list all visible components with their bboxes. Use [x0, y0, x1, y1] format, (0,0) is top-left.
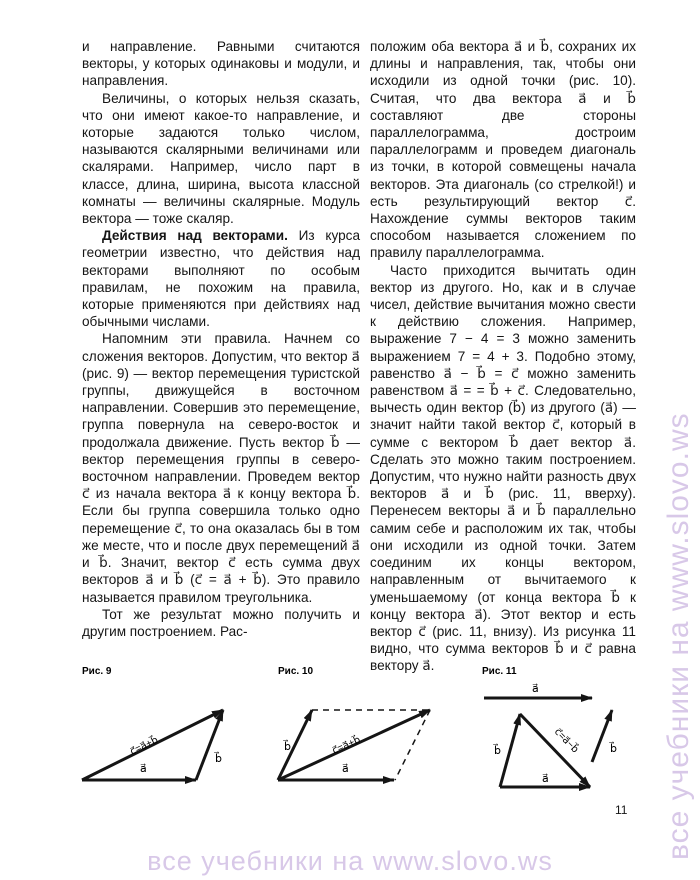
vector-b-bottom-label: b⃗ — [494, 745, 501, 757]
paragraph-text: Из курса геометрии известно, что действия над векторами выполняют по особым правилам, не похожим на правила, которые применяются при действиях над обычными числами. — [82, 228, 360, 330]
vector-c-arrow — [520, 714, 590, 787]
section-heading: Действия над векторами. — [102, 228, 288, 244]
figure-caption: Рис. 11 — [482, 666, 517, 677]
text-column-right — [370, 38, 636, 675]
figure-11 — [480, 662, 640, 802]
figure-caption: Рис. 10 — [278, 666, 314, 677]
vector-b-bottom-arrow — [500, 714, 520, 787]
vector-b-label: b⃗ — [284, 741, 291, 753]
parallelogram-right-edge — [395, 710, 430, 780]
paragraph: Часто приходится вычитать один вектор из другого. Но, как и в случае чисел, действие вычитания можно свести к действию сложения. Например, выражение 7 − 4 = 3 можно заменить выражением 7 = 4 + 3. Подобно этому, равенство a⃗ − b⃗ = c⃗ можно заменить равенством a⃗ = = b⃗ + c⃗. Следовательно, вычесть один вектор (b⃗) из другого (a⃗) — значит найти такой вектор c⃗, который в сумме с вектором b⃗ дает вектор a⃗. Сделать это можно таким построением. Допустим, что нужно найти разность двух векторов a⃗ и b⃗ (рис. 11, вверху). Перенесем векторы a⃗ и b⃗ параллельно самим себе и расположим их так, чтобы они исходили из одной точки. Затем соединим их концы вектором, направленным от вычитаемого к уменьшаемому (от конца вектора b⃗ к концу вектора a⃗). Этот вектор и есть вектор c⃗ (рис. 11, внизу). Из рисунка 11 видно, что сумма векторов b⃗ и c⃗ равна вектору a⃗. — [370, 262, 636, 674]
paragraph: положим оба вектора a⃗ и b⃗, сохраних их длины и направления, так, чтобы они исходили из одной точки (рис. 10). Считая, что два вектора a⃗ и b⃗ составляют две стороны параллелограмма, достроим параллелограмм и проведем диагональ из точки, в которой совмещены начала векторов. Эта диагональ (со стрелкой!) и есть результирующий вектор c⃗. Нахождение суммы векторов таким способом называется сложением по правилу параллелограмма. — [370, 39, 636, 261]
page-number: 11 — [615, 803, 628, 817]
paragraph — [82, 227, 360, 330]
figure-caption: Рис. 9 — [82, 666, 112, 677]
vector-c-label: c⃗=a⃗−b⃗ — [551, 726, 581, 756]
vector-a-label: a⃗ — [140, 763, 147, 775]
paragraph: Напомним эти правила. Начнем со сложения векторов. Допустим, что вектор a⃗ (рис. 9) — вектор перемещения туристской группы, движущейся в восточном направлении. Совершив это перемещение, группа повернула на северо-восток и продолжала движение. Пусть вектор b⃗ — вектор перемещения группы в северо-восточном направлении. Проведем вектор c⃗ из начала вектора a⃗ к концу вектора b⃗. Если бы группа совершила только одно перемещение c⃗, то она оказалась бы в том же месте, что и после двух перемещений a⃗ и b⃗. Значит, вектор c⃗ есть сумма двух векторов a⃗ и b⃗ (c⃗ = a⃗ + b⃗). Это правило называется правилом треугольника. — [82, 331, 360, 605]
text-column-left — [82, 38, 360, 640]
vector-b-label: b⃗ — [215, 753, 222, 765]
paragraph: и направление. Равными считаются векторы, у которых одинаковы и модули, и направления. — [82, 39, 360, 89]
vector-a-top-label: a⃗ — [532, 683, 539, 695]
vector-b-top-label: b⃗ — [610, 743, 617, 755]
vector-a-label: a⃗ — [342, 763, 349, 775]
figure-10 — [270, 662, 460, 792]
watermark-bottom: все учебники на www.slovo.ws — [147, 846, 553, 876]
vector-c-label: c⃗=a⃗+b⃗ — [330, 734, 363, 757]
figure-9 — [78, 662, 268, 792]
paragraph: Тот же результат можно получить и другим построением. Рас- — [82, 606, 360, 639]
vector-a-bottom-label: a⃗ — [542, 773, 549, 785]
paragraph: Величины, о которых нельзя сказать, что они имеют какое-то направление, и которые задаются только числом, называются скалярными величинами или скалярами. Например, число парт в классе, длина, ширина, высота классной комнаты — величины скалярные. Модуль вектора — тоже скаляр. — [82, 90, 360, 227]
vector-c-label: c⃗=a⃗+b⃗ — [128, 734, 160, 758]
vector-b-top-arrow — [592, 710, 612, 762]
watermark-side: все учебники на www.slovo.ws — [662, 412, 695, 860]
